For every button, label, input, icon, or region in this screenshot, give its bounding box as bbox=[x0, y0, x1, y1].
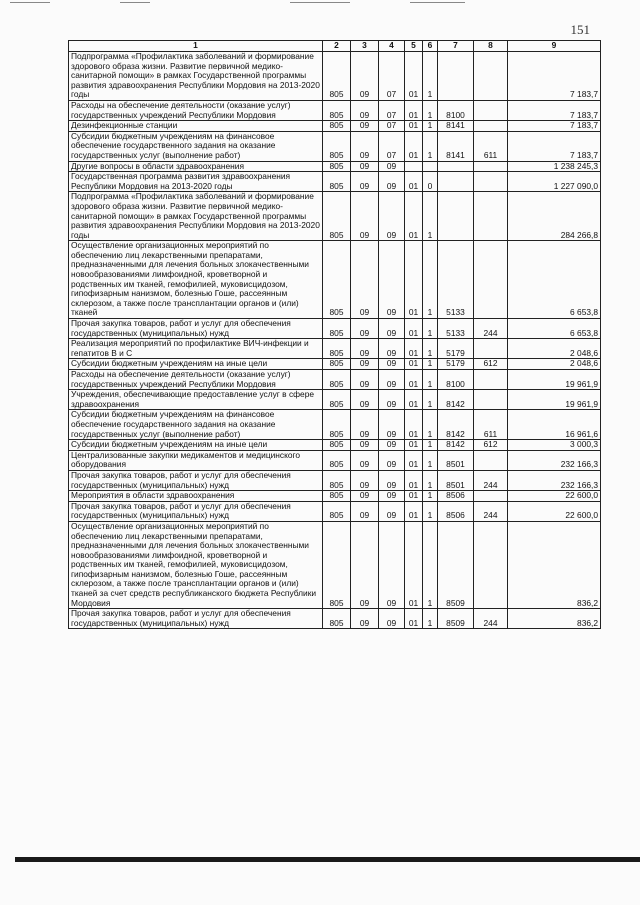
section-code: 09 bbox=[351, 161, 379, 172]
program-code: 01 bbox=[405, 131, 423, 161]
target-article-code: 8501 bbox=[438, 470, 474, 490]
section-code: 09 bbox=[351, 370, 379, 390]
expense-type-code bbox=[474, 161, 508, 172]
subsection-code: 09 bbox=[379, 470, 405, 490]
table-row bbox=[69, 410, 601, 440]
subsection-code: 09 bbox=[379, 440, 405, 451]
subprogram-code bbox=[423, 161, 438, 172]
ministry-code: 805 bbox=[323, 450, 351, 470]
budget-table bbox=[68, 40, 601, 629]
table-row bbox=[69, 501, 601, 521]
target-article-code: 5133 bbox=[438, 319, 474, 339]
ministry-code: 805 bbox=[323, 410, 351, 440]
ministry-code: 805 bbox=[323, 359, 351, 370]
amount: 19 961,9 bbox=[508, 390, 601, 410]
ministry-code: 805 bbox=[323, 370, 351, 390]
program-code: 01 bbox=[405, 370, 423, 390]
subsection-code: 09 bbox=[379, 192, 405, 241]
program-code: 01 bbox=[405, 52, 423, 101]
expense-type-code bbox=[474, 491, 508, 502]
bottom-scan-bar bbox=[15, 857, 640, 862]
row-name: Прочая закупка товаров, работ и услуг для обеспечения государственных (муниципальных) нужд bbox=[69, 501, 323, 521]
table-row bbox=[69, 241, 601, 319]
table-row bbox=[69, 390, 601, 410]
subsection-code: 09 bbox=[379, 491, 405, 502]
program-code: 01 bbox=[405, 192, 423, 241]
subprogram-code: 1 bbox=[423, 359, 438, 370]
table-row bbox=[69, 339, 601, 359]
amount: 7 183,7 bbox=[508, 131, 601, 161]
table-row bbox=[69, 131, 601, 161]
subprogram-code: 1 bbox=[423, 370, 438, 390]
target-article-code: 8509 bbox=[438, 521, 474, 608]
subprogram-code: 1 bbox=[423, 241, 438, 319]
target-article-code: 8141 bbox=[438, 121, 474, 132]
column-header-8: 8 bbox=[474, 41, 508, 52]
row-name: Субсидии бюджетным учреждениям на иные цели bbox=[69, 359, 323, 370]
ministry-code: 805 bbox=[323, 100, 351, 120]
target-article-code: 5179 bbox=[438, 359, 474, 370]
subsection-code: 09 bbox=[379, 609, 405, 629]
row-name: Централизованные закупки медикаментов и медицинского оборудования bbox=[69, 450, 323, 470]
ministry-code: 805 bbox=[323, 521, 351, 608]
target-article-code: 8142 bbox=[438, 390, 474, 410]
amount: 836,2 bbox=[508, 521, 601, 608]
ministry-code: 805 bbox=[323, 172, 351, 192]
subsection-code: 09 bbox=[379, 410, 405, 440]
ministry-code: 805 bbox=[323, 241, 351, 319]
table-header-row bbox=[69, 41, 601, 52]
column-header-2: 2 bbox=[323, 41, 351, 52]
expense-type-code: 244 bbox=[474, 609, 508, 629]
target-article-code bbox=[438, 192, 474, 241]
column-header-4: 4 bbox=[379, 41, 405, 52]
program-code: 01 bbox=[405, 491, 423, 502]
program-code: 01 bbox=[405, 501, 423, 521]
expense-type-code bbox=[474, 390, 508, 410]
table-row bbox=[69, 450, 601, 470]
section-code: 09 bbox=[351, 491, 379, 502]
row-name: Государственная программа развития здравоохранения Республики Мордовия на 2013-2020 годы bbox=[69, 172, 323, 192]
subsection-code: 09 bbox=[379, 390, 405, 410]
table-row bbox=[69, 470, 601, 490]
amount: 7 183,7 bbox=[508, 52, 601, 101]
subprogram-code: 1 bbox=[423, 52, 438, 101]
subprogram-code: 1 bbox=[423, 470, 438, 490]
subprogram-code: 1 bbox=[423, 440, 438, 451]
table-row bbox=[69, 521, 601, 608]
ministry-code: 805 bbox=[323, 390, 351, 410]
subsection-code: 09 bbox=[379, 319, 405, 339]
program-code: 01 bbox=[405, 609, 423, 629]
program-code: 01 bbox=[405, 410, 423, 440]
program-code: 01 bbox=[405, 121, 423, 132]
subprogram-code: 1 bbox=[423, 319, 438, 339]
amount: 232 166,3 bbox=[508, 450, 601, 470]
column-header-1: 1 bbox=[69, 41, 323, 52]
expense-type-code bbox=[474, 52, 508, 101]
program-code: 01 bbox=[405, 241, 423, 319]
row-name: Прочая закупка товаров, работ и услуг для обеспечения государственных (муниципальных) нужд bbox=[69, 319, 323, 339]
amount: 1 238 245,3 bbox=[508, 161, 601, 172]
row-name: Субсидии бюджетным учреждениям на финансовое обеспечение государственного задания на оказание государственных услуг (выполнение работ) bbox=[69, 410, 323, 440]
amount: 16 961,6 bbox=[508, 410, 601, 440]
row-name: Дезинфекционные станции bbox=[69, 121, 323, 132]
section-code: 09 bbox=[351, 440, 379, 451]
ministry-code: 805 bbox=[323, 161, 351, 172]
table-body bbox=[69, 52, 601, 629]
expense-type-code: 612 bbox=[474, 440, 508, 451]
row-name: Реализация мероприятий по профилактике ВИЧ-инфекции и гепатитов В и С bbox=[69, 339, 323, 359]
section-code: 09 bbox=[351, 121, 379, 132]
target-article-code: 5179 bbox=[438, 339, 474, 359]
amount: 3 000,3 bbox=[508, 440, 601, 451]
section-code: 09 bbox=[351, 410, 379, 440]
section-code: 09 bbox=[351, 192, 379, 241]
target-article-code: 8501 bbox=[438, 450, 474, 470]
amount: 6 653,8 bbox=[508, 319, 601, 339]
expense-type-code bbox=[474, 450, 508, 470]
section-code: 09 bbox=[351, 501, 379, 521]
subprogram-code: 1 bbox=[423, 100, 438, 120]
row-name: Расходы на обеспечение деятельности (оказание услуг) государственных учреждений Республики Мордовия bbox=[69, 370, 323, 390]
expense-type-code bbox=[474, 241, 508, 319]
subsection-code: 09 bbox=[379, 161, 405, 172]
section-code: 09 bbox=[351, 241, 379, 319]
subprogram-code: 1 bbox=[423, 609, 438, 629]
subsection-code: 07 bbox=[379, 52, 405, 101]
subprogram-code: 1 bbox=[423, 410, 438, 440]
target-article-code bbox=[438, 161, 474, 172]
table-row bbox=[69, 121, 601, 132]
row-name: Подпрограмма «Профилактика заболеваний и формирование здорового образа жизни. Развитие первичной медико-санитарной помощи» в рамках Государственной программы развития здравоохранения Республики Мордовия на 2013-2020 годы bbox=[69, 52, 323, 101]
section-code: 09 bbox=[351, 521, 379, 608]
amount: 22 600,0 bbox=[508, 491, 601, 502]
amount: 232 166,3 bbox=[508, 470, 601, 490]
subsection-code: 07 bbox=[379, 121, 405, 132]
subprogram-code: 1 bbox=[423, 390, 438, 410]
target-article-code: 8141 bbox=[438, 131, 474, 161]
target-article-code: 8142 bbox=[438, 440, 474, 451]
row-name: Прочая закупка товаров, работ и услуг для обеспечения государственных (муниципальных) нужд bbox=[69, 609, 323, 629]
ministry-code: 805 bbox=[323, 501, 351, 521]
table-row bbox=[69, 609, 601, 629]
ministry-code: 805 bbox=[323, 319, 351, 339]
expense-type-code: 244 bbox=[474, 470, 508, 490]
section-code: 09 bbox=[351, 319, 379, 339]
subprogram-code: 1 bbox=[423, 131, 438, 161]
subsection-code: 09 bbox=[379, 172, 405, 192]
ministry-code: 805 bbox=[323, 440, 351, 451]
subprogram-code: 0 bbox=[423, 172, 438, 192]
ministry-code: 805 bbox=[323, 131, 351, 161]
amount: 284 266,8 bbox=[508, 192, 601, 241]
amount: 2 048,6 bbox=[508, 339, 601, 359]
program-code: 01 bbox=[405, 390, 423, 410]
subprogram-code: 1 bbox=[423, 339, 438, 359]
program-code bbox=[405, 161, 423, 172]
ministry-code: 805 bbox=[323, 339, 351, 359]
row-name: Расходы на обеспечение деятельности (оказание услуг) государственных учреждений Республики Мордовия bbox=[69, 100, 323, 120]
target-article-code: 8506 bbox=[438, 501, 474, 521]
expense-type-code bbox=[474, 370, 508, 390]
row-name: Мероприятия в области здравоохранения bbox=[69, 491, 323, 502]
subprogram-code: 1 bbox=[423, 192, 438, 241]
expense-type-code: 244 bbox=[474, 319, 508, 339]
section-code: 09 bbox=[351, 131, 379, 161]
table-row bbox=[69, 440, 601, 451]
column-header-7: 7 bbox=[438, 41, 474, 52]
subsection-code: 09 bbox=[379, 241, 405, 319]
page-number: 151 bbox=[570, 22, 590, 37]
section-code: 09 bbox=[351, 172, 379, 192]
program-code: 01 bbox=[405, 100, 423, 120]
program-code: 01 bbox=[405, 172, 423, 192]
expense-type-code bbox=[474, 172, 508, 192]
ministry-code: 805 bbox=[323, 609, 351, 629]
section-code: 09 bbox=[351, 450, 379, 470]
expense-type-code: 611 bbox=[474, 131, 508, 161]
row-name: Прочая закупка товаров, работ и услуг для обеспечения государственных (муниципальных) нужд bbox=[69, 470, 323, 490]
table-row bbox=[69, 359, 601, 370]
program-code: 01 bbox=[405, 521, 423, 608]
section-code: 09 bbox=[351, 100, 379, 120]
program-code: 01 bbox=[405, 450, 423, 470]
expense-type-code: 612 bbox=[474, 359, 508, 370]
amount: 2 048,6 bbox=[508, 359, 601, 370]
program-code: 01 bbox=[405, 440, 423, 451]
ministry-code: 805 bbox=[323, 491, 351, 502]
top-scan-marks bbox=[10, 2, 480, 8]
ministry-code: 805 bbox=[323, 52, 351, 101]
section-code: 09 bbox=[351, 52, 379, 101]
table-row bbox=[69, 319, 601, 339]
target-article-code bbox=[438, 172, 474, 192]
target-article-code: 8100 bbox=[438, 370, 474, 390]
subsection-code: 09 bbox=[379, 339, 405, 359]
amount: 6 653,8 bbox=[508, 241, 601, 319]
subsection-code: 07 bbox=[379, 100, 405, 120]
table-row bbox=[69, 491, 601, 502]
amount: 22 600,0 bbox=[508, 501, 601, 521]
target-article-code: 8509 bbox=[438, 609, 474, 629]
row-name: Подпрограмма «Профилактика заболеваний и формирование здорового образа жизни. Развитие первичной медико-санитарной помощи» в рамках Государственной программы развития здравоохранения Республики Мордовия на 2013-2020 годы bbox=[69, 192, 323, 241]
amount: 1 227 090,0 bbox=[508, 172, 601, 192]
ministry-code: 805 bbox=[323, 192, 351, 241]
target-article-code: 8506 bbox=[438, 491, 474, 502]
table-row bbox=[69, 52, 601, 101]
amount: 19 961,9 bbox=[508, 370, 601, 390]
ministry-code: 805 bbox=[323, 121, 351, 132]
table-row bbox=[69, 192, 601, 241]
table-row bbox=[69, 172, 601, 192]
subsection-code: 09 bbox=[379, 501, 405, 521]
target-article-code bbox=[438, 52, 474, 101]
subprogram-code: 1 bbox=[423, 450, 438, 470]
amount: 836,2 bbox=[508, 609, 601, 629]
section-code: 09 bbox=[351, 339, 379, 359]
section-code: 09 bbox=[351, 470, 379, 490]
program-code: 01 bbox=[405, 319, 423, 339]
expense-type-code: 611 bbox=[474, 410, 508, 440]
target-article-code: 8100 bbox=[438, 100, 474, 120]
table-row bbox=[69, 370, 601, 390]
subprogram-code: 1 bbox=[423, 491, 438, 502]
subprogram-code: 1 bbox=[423, 121, 438, 132]
subsection-code: 07 bbox=[379, 131, 405, 161]
subsection-code: 09 bbox=[379, 359, 405, 370]
target-article-code: 5133 bbox=[438, 241, 474, 319]
program-code: 01 bbox=[405, 339, 423, 359]
expense-type-code bbox=[474, 339, 508, 359]
column-header-9: 9 bbox=[508, 41, 601, 52]
column-header-6: 6 bbox=[423, 41, 438, 52]
subprogram-code: 1 bbox=[423, 521, 438, 608]
ministry-code: 805 bbox=[323, 470, 351, 490]
table-row bbox=[69, 161, 601, 172]
section-code: 09 bbox=[351, 609, 379, 629]
subsection-code: 09 bbox=[379, 450, 405, 470]
expense-type-code: 244 bbox=[474, 501, 508, 521]
expense-type-code bbox=[474, 100, 508, 120]
column-header-5: 5 bbox=[405, 41, 423, 52]
amount: 7 183,7 bbox=[508, 121, 601, 132]
expense-type-code bbox=[474, 192, 508, 241]
target-article-code: 8142 bbox=[438, 410, 474, 440]
expense-type-code bbox=[474, 521, 508, 608]
amount: 7 183,7 bbox=[508, 100, 601, 120]
table-row bbox=[69, 100, 601, 120]
row-name: Осуществление организационных мероприятий по обеспечению лиц лекарственными препаратами, предназначенными для лечения больных злокачественными новообразованиями лимфоидной, кроветворной и родственных им тканей, гемофилией, муковисцидозом, гипофизарным нанизмом, болезнью Гоше, рассеянным склерозом, а также после трансплантации органов и (или) тканей за счет средств республиканского бюджета Республики Мордовия bbox=[69, 521, 323, 608]
row-name: Осуществление организационных мероприятий по обеспечению лиц лекарственными препаратами, предназначенными для лечения больных злокачественными новообразованиями лимфоидной, кроветворной и родственных им тканей, гемофилией, муковисцидозом, гипофизарным нанизмом, болезнью Гоше, рассеянным склерозом, а также после трансплантации органов и (или) тканей bbox=[69, 241, 323, 319]
row-name: Учреждения, обеспечивающие предоставление услуг в сфере здравоохранения bbox=[69, 390, 323, 410]
program-code: 01 bbox=[405, 470, 423, 490]
row-name: Другие вопросы в области здравоохранения bbox=[69, 161, 323, 172]
subsection-code: 09 bbox=[379, 370, 405, 390]
row-name: Субсидии бюджетным учреждениям на финансовое обеспечение государственного задания на оказание государственных услуг (выполнение работ) bbox=[69, 131, 323, 161]
expense-type-code bbox=[474, 121, 508, 132]
program-code: 01 bbox=[405, 359, 423, 370]
section-code: 09 bbox=[351, 359, 379, 370]
subsection-code: 09 bbox=[379, 521, 405, 608]
column-header-3: 3 bbox=[351, 41, 379, 52]
section-code: 09 bbox=[351, 390, 379, 410]
subprogram-code: 1 bbox=[423, 501, 438, 521]
row-name: Субсидии бюджетным учреждениям на иные цели bbox=[69, 440, 323, 451]
